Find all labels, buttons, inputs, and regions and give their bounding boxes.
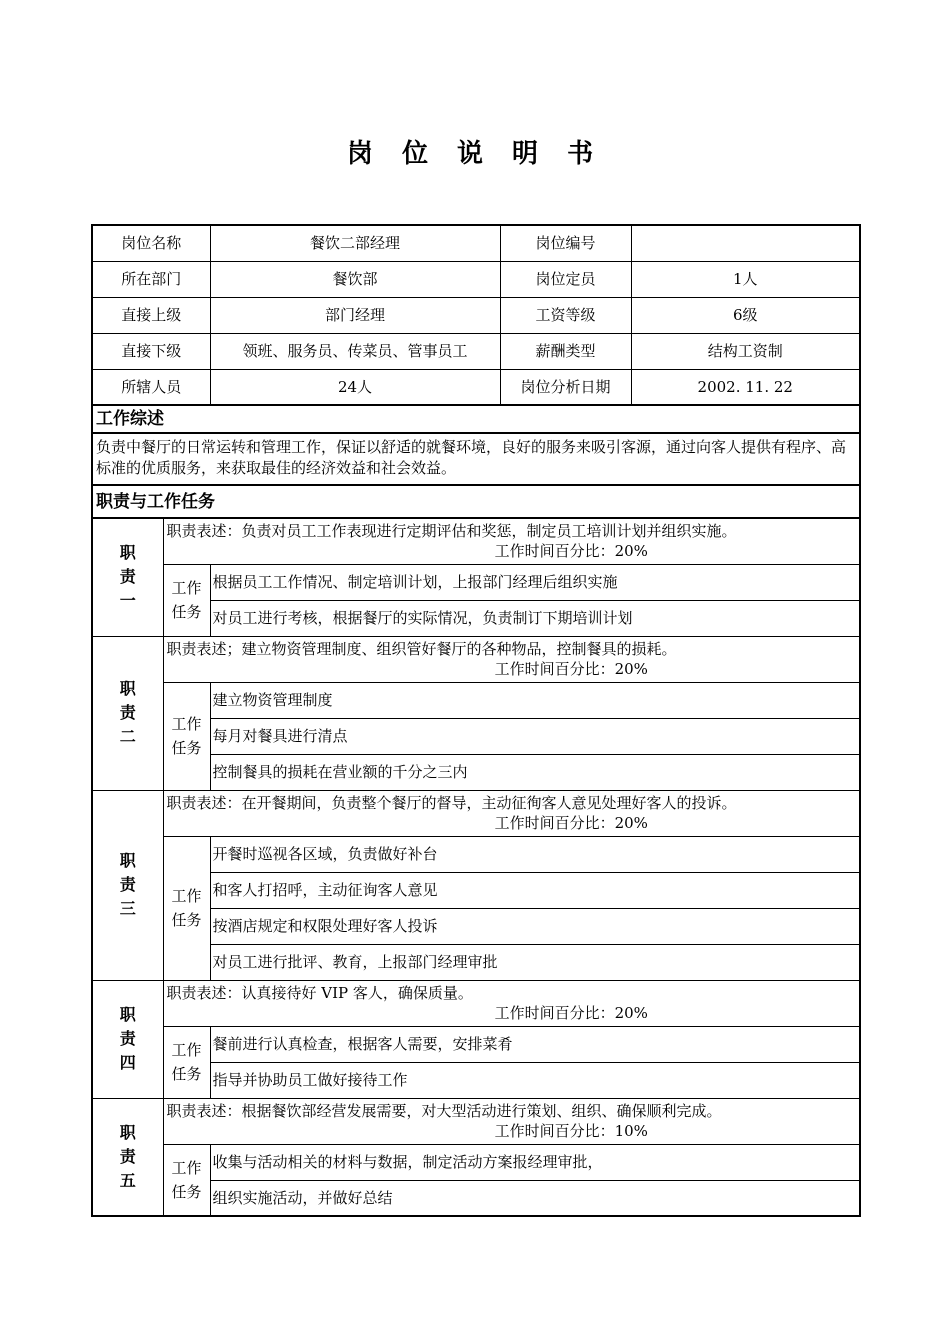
duty-desc-row [92,790,860,836]
task-row [92,564,860,600]
duty-title-text: 职 责 二 [119,679,136,746]
info-row [92,369,860,405]
task-row [92,1026,860,1062]
task-item: 按酒店规定和权限处理好客人投诉 [210,908,860,944]
duty-desc-row [92,636,860,682]
task-row [92,836,860,872]
task-label [163,682,210,790]
duty-desc-row [92,518,860,564]
task-label-text: 工作 任务 [171,887,202,929]
task-label-text: 工作 任务 [171,579,202,621]
field-label: 岗位编号 [500,225,631,261]
time-percentage: 工作时间百分比：20% [494,813,648,832]
field-value: 2002. 11. 22 [631,369,860,405]
duty-title-text: 职 责 三 [119,851,136,918]
field-value: 6级 [631,297,860,333]
duty-title [92,790,163,980]
duty-desc-text: 职责表述：负责对员工工作表现进行定期评估和奖惩，制定员工培训计划并组织实施。 [166,522,737,540]
task-item: 餐前进行认真检查，根据客人需要，安排菜肴 [210,1026,860,1062]
field-label: 所在部门 [92,261,210,297]
duty-desc-text: 职责表述：认真接待好 VIP 客人，确保质量。 [166,983,473,1002]
task-row [92,1144,860,1180]
duty-desc-row [92,980,860,1026]
duty-title-text: 职 责 五 [119,1122,136,1190]
duty-title-text: 职 责 四 [119,1005,136,1072]
duty-title [92,980,163,1098]
section-heading: 职责与工作任务 [92,485,860,518]
info-row [92,261,860,297]
summary-heading-row [92,405,860,433]
task-item: 和客人打招呼，主动征询客人意见 [210,872,860,908]
field-value: 24人 [210,369,500,405]
task-item: 每月对餐具进行清点 [210,718,860,754]
duty-desc-row [92,1098,860,1144]
field-value: 领班、服务员、传菜员、管事员工 [210,333,500,369]
field-value: 结构工资制 [631,333,860,369]
section-heading: 工作综述 [92,405,860,433]
duty-description [163,1098,860,1144]
task-item: 指导并协助员工做好接待工作 [210,1062,860,1098]
duty-desc-text: 职责表述：在开餐期间，负责整个餐厅的督导，主动征徇客人意见处理好客人的投诉。 [166,793,737,812]
task-row [92,682,860,718]
task-item: 建立物资管理制度 [210,682,860,718]
field-label: 薪酬类型 [500,333,631,369]
duty-title [92,1098,163,1216]
task-label [163,564,210,636]
task-label [163,1026,210,1098]
field-label: 直接下级 [92,333,210,369]
task-item: 根据员工工作情况、制定培训计划，上报部门经理后组织实施 [210,564,860,600]
field-label: 岗位名称 [92,225,210,261]
duty-title [92,636,163,790]
field-label: 所辖人员 [92,369,210,405]
info-row [92,225,860,261]
time-percentage: 工作时间百分比：20% [494,659,648,678]
field-value: 部门经理 [210,297,500,333]
duties-heading-row [92,485,860,518]
task-label [163,836,210,980]
duty-description [163,636,860,682]
duty-title-text: 职 责 一 [119,543,136,611]
summary-text: 负责中餐厅的日常运转和管理工作，保证以舒适的就餐环境，良好的服务来吸引客源，通过向客人提供有程序、高标准的优质服务，来获取最佳的经济效益和社会效益。 [92,433,860,485]
field-value: 餐饮二部经理 [210,225,500,261]
field-value [631,225,860,261]
job-description-table [91,224,861,1217]
field-value: 餐饮部 [210,261,500,297]
time-percentage: 工作时间百分比：10% [494,1121,648,1140]
page-title: 岗 位 说 明 书 [346,139,604,169]
field-label: 岗位分析日期 [500,369,631,405]
task-label [163,1144,210,1216]
duty-desc-text: 职责表述：根据餐饮部经营发展需要，对大型活动进行策划、组织、确保顺利完成。 [166,1101,722,1120]
task-label-text: 工作 任务 [171,715,202,757]
field-label: 直接上级 [92,297,210,333]
duty-desc-text: 职责表述；建立物资管理制度、组织管好餐厅的各种物品，控制餐具的损耗。 [166,639,677,658]
task-item: 对员工进行考核，根据餐厅的实际情况，负责制订下期培训计划 [210,600,860,636]
time-percentage: 工作时间百分比：20% [494,1003,648,1022]
task-item: 开餐时巡视各区域，负责做好补台 [210,836,860,872]
info-row [92,297,860,333]
task-label-text: 工作 任务 [171,1158,202,1201]
task-item: 对员工进行批评、教育，上报部门经理审批 [210,944,860,980]
field-label: 工资等级 [500,297,631,333]
field-value: 1人 [631,261,860,297]
field-label: 岗位定员 [500,261,631,297]
info-row [92,333,860,369]
task-label-text: 工作 任务 [171,1041,202,1083]
duty-description [163,790,860,836]
time-percentage: 工作时间百分比：20% [494,542,648,560]
task-item: 收集与活动相关的材料与数据，制定活动方案报经理审批， [210,1144,860,1180]
task-item: 组织实施活动，并做好总结 [210,1180,860,1216]
duty-description [163,518,860,564]
task-item: 控制餐具的损耗在营业额的千分之三内 [210,754,860,790]
duty-title [92,518,163,636]
summary-row [92,433,860,485]
duty-description [163,980,860,1026]
